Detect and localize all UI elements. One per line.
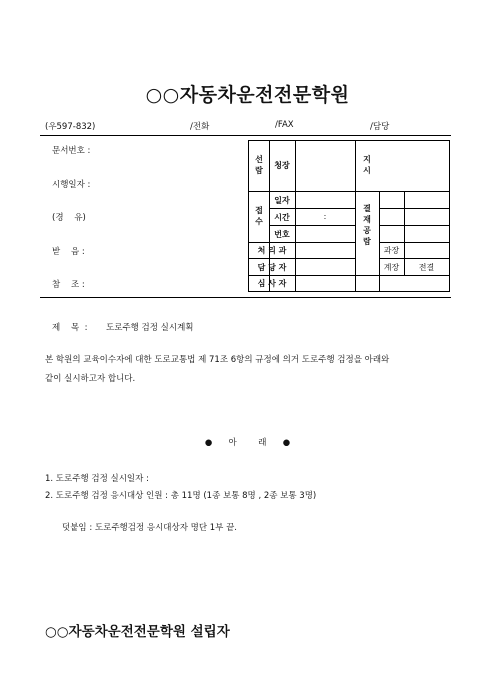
doc-number-label: 문서번호 : [52,146,91,156]
item-2: 2. 도로주행 검정 응시대상 인원 : 총 11명 (1종 보통 8명 , 2종 보통 3명) [45,491,317,501]
attachment-note: 덧붙임 : 도로주행검정 응시대상자 명단 1부 끝. [62,523,237,533]
cheorigwa-label: 처 리 과 [257,246,287,255]
recipient-label: 받 음 : [52,247,85,257]
body-line-1: 본 학원의 교육이수자에 대한 도로교통법 제 71조 6항의 규정에 의거 도로주행 검정을 아래와 [45,355,390,365]
item-1: 1. 도로주행 검정 실시일자 : [45,474,149,484]
zip-code: (우597-832) [45,122,96,132]
seonram-label: 선 람 [255,155,263,175]
approval-box [248,140,450,292]
middle-rule [40,297,451,298]
gyeoljae-label: 결 재 공 람 [363,204,371,246]
body-line-2: 같이 실시하고자 합니다. [45,374,136,384]
chungjang-label: 청장 [274,161,290,170]
subject-text: 도로주행 검정 실시계획 [106,323,194,333]
founder-signature: ○○자동차운전전문학원 설립자 [45,624,230,640]
gyejang-label: 계장 [383,263,400,272]
contact-label: /담당 [370,122,390,132]
beonho-label: 번호 [274,230,290,239]
jeopsu-label: 접 수 [255,206,263,226]
jisi-label: 지 시 [363,155,371,175]
gwajang-label: 과장 [383,246,400,255]
below-heading: ● 아 래 ● [204,438,291,448]
via-label: (경 유) [52,213,86,223]
issue-date-label: 시행일자 : [52,180,91,190]
reference-label: 참 조 : [52,280,85,290]
ilja-label: 일자 [274,196,290,205]
time-colon: : [323,212,327,221]
damdangja-label: 담 당 자 [257,263,287,272]
fax-label: /FAX [275,120,294,130]
subject-label: 제 목 : [52,323,88,333]
jeongyeol-label: 전결 [418,263,435,272]
top-rule [40,135,451,136]
document-title: ○○자동차운전전문학원 [145,84,350,106]
simsaja-label: 심 사 자 [257,279,287,288]
sigan-label: 시간 [274,213,290,222]
phone-label: /전화 [190,122,210,132]
